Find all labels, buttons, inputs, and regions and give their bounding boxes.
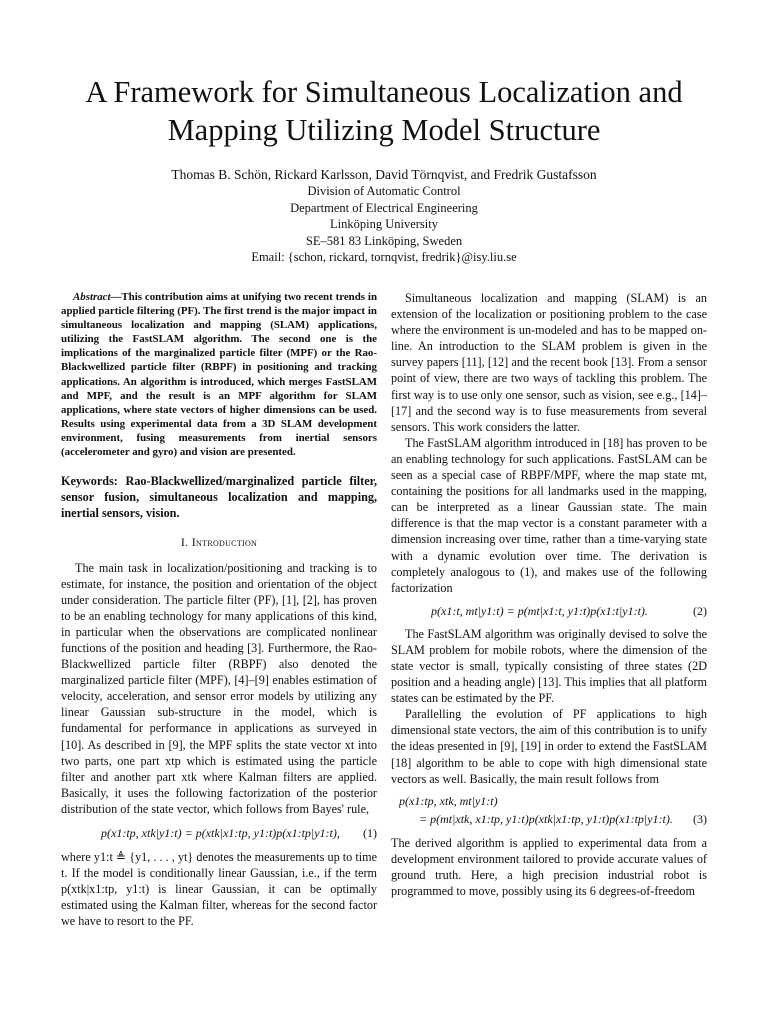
left-column (61, 290, 377, 929)
paragraph: The main task in localization/positioning and tracking is to estimate, for instance, the position and orientation of the object under consideration. The particle filter (PF), [1], [2], has proven to be an enabling technology for many applications of this kind, in particular when the observations are complicated nonlinear functions of the position and heading [3]. Furthermore, the Rao-Blackwellized particle filter (RBPF) also denoted the marginalized particle filter (MPF), [4]–[9] enables estimation of velocity, acceleration, and sensor error models by utilizing any linear Gaussian sub-structure in the model, which is fundamental for performance in applications as surveyed in [10]. As described in [9], the MPF splits the state vector xt into two parts, one part xtp which is estimated using the particle filter and another part xtk where Kalman filters are applied. Basically, it uses the following factorization of the posterior distribution of the state vector, which follows from Bayes' rule, (61, 560, 377, 816)
equation-1: p(x1:tp, xtk|y1:t) = p(xtk|x1:tp, y1:t)p(x1:tp|y1:t), (1) (101, 826, 377, 840)
affiliation: Division of Automatic Control Department of Electrical Engineering Linköping University SE–581 83 Linköping, Sweden Email: {schon, rickard, tornqvist, fredrik}@isy.liu.se (251, 184, 517, 264)
author-list: Thomas B. Schön, Rickard Karlsson, David Törnqvist, and Fredrik Gustafsson (171, 167, 597, 182)
equation-3: p(x1:tp, xtk, mt|y1:t) = p(mt|xtk, x1:tp, y1:t)p(xtk|x1:tp, y1:t)p(x1:tp|y1:t). (3) (399, 793, 707, 826)
paragraph: where y1:t ≜ {y1, . . . , yt} denotes the measurements up to time t. If the model is conditionally linear Gaussian, i.e., if the term p(xtk|x1:tp, y1:t) is linear Gaussian, it can be optimally estimated using the Kalman filter, whereas for the second factor we have to resort to the PF. (61, 850, 377, 929)
paragraph: The FastSLAM algorithm was originally devised to solve the SLAM problem for mobile robots, where the dimension of the state vector is small, typically consisting of three states (2D position and a heading angle) [13]. This implies that all platform states can be estimated by the PF. (391, 626, 707, 706)
equation-2: p(x1:t, mt|y1:t) = p(mt|x1:t, y1:t)p(x1:t|y1:t). (2) (431, 603, 707, 618)
paper-title: A Framework for Simultaneous Localization and Mapping Utilizing Model Structure (85, 75, 683, 147)
keywords: Keywords: Rao-Blackwellized/marginalized particle filter, sensor fusion, simultaneous localization and mapping, inertial sensors, vision. (61, 474, 377, 521)
paragraph: Parallelling the evolution of PF applications to high dimensional state vectors, the aim of this contribution is to unify the ideas presented in [9], [19] in order to extend the FastSLAM [18] algorithm to be able to cope with high dimensional state vectors as well. Basically, the main result follows from (391, 707, 707, 786)
paragraph: Simultaneous localization and mapping (SLAM) is an extension of the localization or positioning problem to the case where the environment is un-modeled and has to be mapped on-line. An introduction to the SLAM problem is given in the survey papers [11], [12] and the recent book [13]. From a sensor point of view, there are two ways of tackling this problem. The first way is to use only one sensor, such as vision, see e.g., [14]–[17] and the second way is to fuse measurements from several sensors. This work considers the latter. (391, 291, 707, 434)
paragraph: The FastSLAM algorithm introduced in [18] has proven to be an enabling technology for such applications. FastSLAM can be seen as a special case of RBPF/MPF, where the map state mt, containing the positions for all landmarks used in the mapping, can be interpreted as a linear Gaussian state. The main difference is that the map vector is a constant parameter with a dimension increasing over time, rather than a time-varying state with a dynamic evolution over time. The derivation is completely analogous to (1), and makes use of the following factorization (391, 435, 707, 595)
paragraph: The derived algorithm is applied to experimental data from a development environment tailored to provide accurate values of ground truth. Here, a high precision industrial robot is programmed to move, possibly using its 6 degrees-of-freedom (391, 835, 707, 898)
section-heading-introduction: I. Introduction (180, 535, 258, 550)
right-column (391, 290, 707, 899)
abstract: Abstract—This contribution aims at unifying two recent trends in applied particle filtering (PF). The first trend is the major impact in simultaneous localization and mapping (SLAM) applications, utilizing the FastSLAM algorithm. The second one is the implications of the marginalized particle filter (MPF) or the Rao-Blackwellized particle filter (RBPF) in positioning and tracking applications. An algorithm is introduced, which merges FastSLAM and MPF, and the result is an MPF algorithm for SLAM applications, where state vectors of higher dimensions can be used. Results using experimental data from a 3D SLAM development environment, fusing measurements from inertial sensors (accelerometer and gyro) and vision are presented. (61, 291, 377, 459)
